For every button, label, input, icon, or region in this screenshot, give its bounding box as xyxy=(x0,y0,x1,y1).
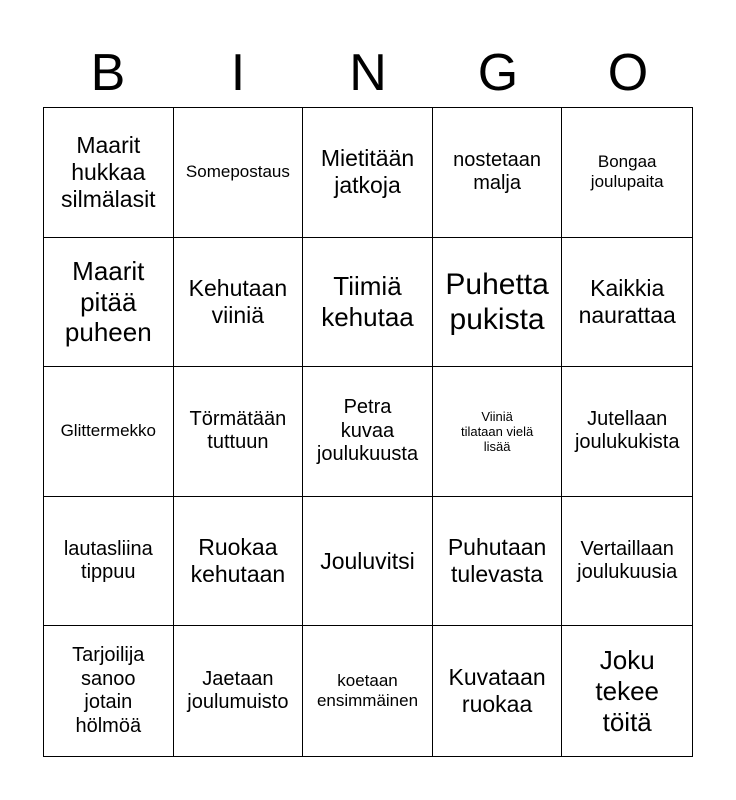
bingo-cell[interactable] xyxy=(44,626,174,756)
bingo-cell[interactable] xyxy=(433,497,563,627)
cell-text: Vertaillaan joulukuusia xyxy=(577,537,678,584)
bingo-cell[interactable] xyxy=(174,238,304,368)
bingo-cell[interactable] xyxy=(174,626,304,756)
cell-text: Tarjoilija sanoo jotain hölmöä xyxy=(72,644,145,737)
cell-text: Puhetta pukista xyxy=(445,267,549,336)
cell-text: Kehutaan viiniä xyxy=(188,274,288,328)
bingo-cell[interactable] xyxy=(562,108,692,238)
cell-text: Somepostaus xyxy=(185,162,290,182)
cell-text: Puhutaan tulevasta xyxy=(447,533,547,588)
cell-text: Maarit hukkaa silmälasit xyxy=(61,131,156,212)
cell-text: Mietitään jatkoja xyxy=(320,145,415,199)
bingo-cell[interactable] xyxy=(562,367,692,497)
bingo-cell[interactable] xyxy=(44,367,174,497)
cell-text: Kaikkia naurattaa xyxy=(578,274,676,328)
header-letter-n: N xyxy=(349,44,387,102)
bingo-cell[interactable] xyxy=(433,367,563,497)
cell-text: Jaetaan joulumuisto xyxy=(187,667,289,714)
bingo-cell[interactable] xyxy=(303,108,433,238)
bingo-cell[interactable] xyxy=(562,497,692,627)
cell-text: Jouluvitsi xyxy=(320,547,415,574)
cell-text: lautasliina tippuu xyxy=(63,537,153,584)
bingo-cell[interactable] xyxy=(303,626,433,756)
header-letter-b: B xyxy=(90,44,126,102)
cell-text: Törmätään tuttuun xyxy=(189,407,287,454)
cell-text: Viiniä tilataan vielä lisää xyxy=(460,408,534,455)
header-letter-i: I xyxy=(230,44,246,102)
cell-text: nostetaan malja xyxy=(453,148,542,195)
cell-text: Kuvataan ruokaa xyxy=(448,664,546,718)
header-letter-g: G xyxy=(477,44,519,102)
cell-text: Bongaa joulupaita xyxy=(590,152,664,192)
bingo-cell[interactable] xyxy=(562,626,692,756)
bingo-cell[interactable] xyxy=(303,497,433,627)
bingo-cell[interactable] xyxy=(303,367,433,497)
bingo-board xyxy=(43,107,693,757)
cell-text: Joku tekee töitä xyxy=(595,645,659,737)
cell-text: Maarit pitää puheen xyxy=(64,255,152,348)
bingo-cell[interactable] xyxy=(174,108,304,238)
bingo-cell[interactable] xyxy=(433,626,563,756)
bingo-header xyxy=(43,40,693,106)
cell-text: Ruokaa kehutaan xyxy=(190,533,286,588)
cell-text: Petra kuvaa joulukuusta xyxy=(316,396,419,466)
bingo-cell[interactable] xyxy=(174,367,304,497)
cell-text: Jutellaan joulukukista xyxy=(574,407,680,454)
bingo-cell[interactable] xyxy=(433,238,563,368)
bingo-cell[interactable] xyxy=(303,238,433,368)
cell-text: Glittermekko xyxy=(60,421,156,441)
cell-text: Tiimiä kehutaa xyxy=(321,271,414,332)
bingo-cell[interactable] xyxy=(562,238,692,368)
bingo-cell[interactable] xyxy=(44,108,174,238)
bingo-cell[interactable] xyxy=(433,108,563,238)
bingo-cell[interactable] xyxy=(44,238,174,368)
bingo-cell[interactable] xyxy=(174,497,304,627)
cell-text: koetaan ensimmäinen xyxy=(316,671,419,711)
bingo-cell[interactable] xyxy=(44,497,174,627)
header-letter-o: O xyxy=(607,44,649,102)
